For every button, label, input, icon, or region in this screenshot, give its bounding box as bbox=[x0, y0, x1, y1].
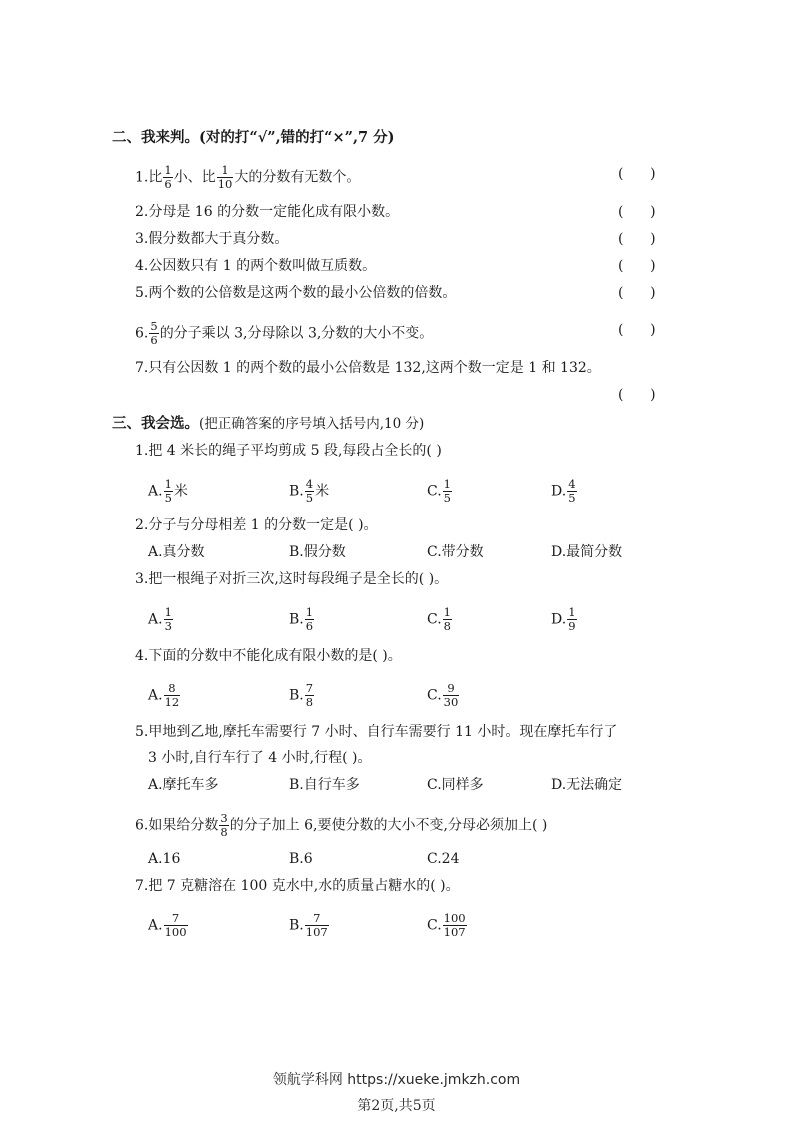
denominator: 107 bbox=[443, 925, 466, 939]
numerator: 1 bbox=[443, 477, 451, 491]
tf-question-6 bbox=[135, 320, 433, 347]
option-letter: D. bbox=[551, 611, 567, 628]
numerator: 100 bbox=[443, 911, 466, 925]
mc-question-1: 1.把 4 米长的绳子平均剪成 5 段,每段占全长的( ) bbox=[135, 443, 442, 459]
option-b[interactable] bbox=[289, 606, 315, 633]
option-letter: C. bbox=[427, 483, 442, 500]
denominator: 6 bbox=[305, 619, 314, 633]
denominator: 6 bbox=[164, 177, 172, 191]
option-d[interactable] bbox=[551, 606, 578, 633]
q1-text-b: 小、比 bbox=[173, 169, 216, 186]
numerator: 1 bbox=[164, 163, 172, 177]
denominator: 12 bbox=[164, 695, 180, 709]
fraction bbox=[219, 812, 228, 839]
tf-question-5: 5.两个数的公倍数是这两个数的最小公倍数的倍数。 bbox=[135, 285, 457, 301]
option-a[interactable]: A.摩托车多 bbox=[148, 777, 219, 793]
numerator: 4 bbox=[568, 477, 576, 491]
denominator: 5 bbox=[305, 491, 314, 505]
numerator: 4 bbox=[305, 477, 314, 491]
fraction bbox=[149, 320, 158, 347]
fraction bbox=[217, 164, 234, 191]
fraction bbox=[305, 682, 314, 709]
numerator: 7 bbox=[305, 681, 314, 695]
option-unit: 米 bbox=[315, 483, 330, 500]
fraction bbox=[567, 606, 576, 633]
numerator: 1 bbox=[568, 605, 576, 619]
mc-question-4: 4.下面的分数中不能化成有限小数的是( )。 bbox=[135, 648, 402, 664]
option-letter: B. bbox=[289, 917, 304, 934]
numerator: 7 bbox=[164, 912, 188, 926]
fraction bbox=[443, 478, 452, 505]
section3-heading bbox=[112, 414, 424, 434]
q1-text-a: 1.比 bbox=[135, 169, 163, 186]
numerator: 8 bbox=[164, 682, 181, 696]
fraction bbox=[164, 912, 188, 939]
fraction bbox=[164, 682, 181, 709]
answer-paren[interactable]: ( ) bbox=[618, 204, 656, 220]
denominator: 8 bbox=[220, 825, 228, 839]
section2-heading: 二、我来判。(对的打“√”,错的打“×”,7 分) bbox=[112, 129, 395, 146]
tf-question-2: 2.分母是 16 的分数一定能化成有限小数。 bbox=[135, 204, 400, 220]
option-a[interactable]: A.16 bbox=[148, 851, 181, 867]
option-c[interactable] bbox=[427, 478, 453, 505]
answer-paren[interactable]: ( ) bbox=[618, 166, 656, 182]
denominator: 5 bbox=[164, 491, 172, 505]
option-a[interactable] bbox=[148, 682, 181, 709]
mc-question-6 bbox=[135, 812, 547, 839]
option-c[interactable]: C.带分数 bbox=[427, 544, 484, 560]
fraction bbox=[305, 606, 314, 633]
answer-paren[interactable]: ( ) bbox=[618, 258, 656, 274]
option-c[interactable] bbox=[427, 606, 453, 633]
option-letter: A. bbox=[148, 611, 163, 628]
fraction bbox=[443, 912, 467, 939]
numerator: 5 bbox=[150, 319, 158, 333]
fraction bbox=[305, 478, 314, 505]
option-letter: D. bbox=[551, 483, 567, 500]
option-b[interactable] bbox=[289, 682, 315, 709]
numerator: 1 bbox=[217, 164, 234, 178]
option-a[interactable]: A.真分数 bbox=[148, 544, 205, 560]
answer-paren[interactable]: ( ) bbox=[618, 285, 656, 301]
fraction bbox=[443, 682, 460, 709]
option-letter: B. bbox=[289, 687, 304, 704]
mc-question-3: 3.把一根绳子对折三次,这时每段绳子是全长的( )。 bbox=[135, 571, 449, 587]
option-c[interactable] bbox=[427, 682, 460, 709]
footer-site: 领航学科网 https://xueke.jmkzh.com bbox=[272, 1072, 521, 1088]
option-d[interactable]: D.无法确定 bbox=[551, 777, 623, 793]
numerator: 1 bbox=[443, 605, 451, 619]
denominator: 8 bbox=[305, 695, 314, 709]
option-letter: C. bbox=[427, 611, 442, 628]
option-b[interactable]: B.假分数 bbox=[289, 544, 346, 560]
option-letter: B. bbox=[289, 483, 304, 500]
option-letter: A. bbox=[148, 687, 163, 704]
q1-text-c: 大的分数有无数个。 bbox=[234, 169, 361, 186]
option-letter: A. bbox=[148, 917, 163, 934]
fraction bbox=[164, 606, 173, 633]
answer-paren[interactable]: ( ) bbox=[618, 231, 656, 247]
fraction bbox=[305, 912, 329, 939]
option-letter: B. bbox=[289, 611, 304, 628]
option-unit: 米 bbox=[173, 483, 188, 500]
numerator: 1 bbox=[164, 605, 172, 619]
section3-note: (把正确答案的序号填入括号内,10 分) bbox=[199, 416, 425, 432]
option-c[interactable] bbox=[427, 912, 468, 939]
option-a[interactable] bbox=[148, 606, 174, 633]
option-c[interactable]: C.24 bbox=[427, 851, 460, 867]
denominator: 6 bbox=[150, 333, 158, 347]
q6-text-a: 6.如果给分数 bbox=[135, 817, 219, 834]
denominator: 107 bbox=[305, 925, 328, 939]
section3-title: 三、我会选。 bbox=[112, 415, 199, 432]
denominator: 3 bbox=[164, 619, 172, 633]
option-d[interactable] bbox=[551, 478, 578, 505]
denominator: 5 bbox=[443, 491, 451, 505]
denominator: 5 bbox=[568, 491, 576, 505]
option-letter: A. bbox=[148, 483, 163, 500]
numerator: 7 bbox=[305, 912, 329, 926]
answer-paren[interactable]: ( ) bbox=[618, 322, 656, 338]
denominator: 10 bbox=[217, 177, 233, 191]
denominator: 100 bbox=[164, 925, 187, 939]
numerator: 3 bbox=[220, 811, 228, 825]
page-number: 第2页,共5页 bbox=[357, 1098, 436, 1114]
option-d[interactable]: D.最简分数 bbox=[551, 544, 623, 560]
mc-question-7: 7.把 7 克糖溶在 100 克水中,水的质量占糖水的( )。 bbox=[135, 878, 460, 894]
fraction bbox=[164, 478, 173, 505]
numerator: 1 bbox=[164, 477, 172, 491]
fraction bbox=[163, 164, 172, 191]
denominator: 9 bbox=[568, 619, 576, 633]
tf-question-1 bbox=[135, 164, 360, 191]
fraction bbox=[567, 478, 576, 505]
tf-question-4: 4.公因数只有 1 的两个数叫做互质数。 bbox=[135, 258, 377, 274]
option-letter: C. bbox=[427, 917, 442, 934]
option-c[interactable]: C.同样多 bbox=[427, 777, 484, 793]
option-b[interactable] bbox=[289, 478, 329, 505]
option-b[interactable]: B.6 bbox=[289, 851, 313, 867]
q6-text-a: 6. bbox=[135, 325, 149, 342]
denominator: 8 bbox=[443, 619, 451, 633]
denominator: 30 bbox=[443, 695, 459, 709]
fraction bbox=[443, 606, 452, 633]
mc-question-5-line2: 3 小时,自行车行了 4 小时,行程( )。 bbox=[148, 750, 372, 766]
option-letter: C. bbox=[427, 687, 442, 704]
mc-question-5-line1: 5.甲地到乙地,摩托车需要行 7 小时、自行车需要行 11 小时。现在摩托车行了 bbox=[135, 724, 618, 740]
option-b[interactable]: B.自行车多 bbox=[289, 777, 360, 793]
q6-text-b: 的分子乘以 3,分母除以 3,分数的大小不变。 bbox=[159, 325, 434, 342]
option-b[interactable] bbox=[289, 912, 330, 939]
tf-question-7: 7.只有公因数 1 的两个数的最小公倍数是 132,这两个数一定是 1 和 132。 bbox=[135, 360, 601, 376]
numerator: 1 bbox=[305, 605, 314, 619]
option-a[interactable] bbox=[148, 912, 189, 939]
numerator: 9 bbox=[443, 682, 460, 696]
option-a[interactable] bbox=[148, 478, 188, 505]
tf-question-3: 3.假分数都大于真分数。 bbox=[135, 231, 289, 247]
answer-paren[interactable]: ( ) bbox=[618, 387, 656, 403]
q6-text-b: 的分子加上 6,要使分数的大小不变,分母必须加上( ) bbox=[229, 817, 548, 834]
mc-question-2: 2.分子与分母相差 1 的分数一定是( )。 bbox=[135, 517, 378, 533]
